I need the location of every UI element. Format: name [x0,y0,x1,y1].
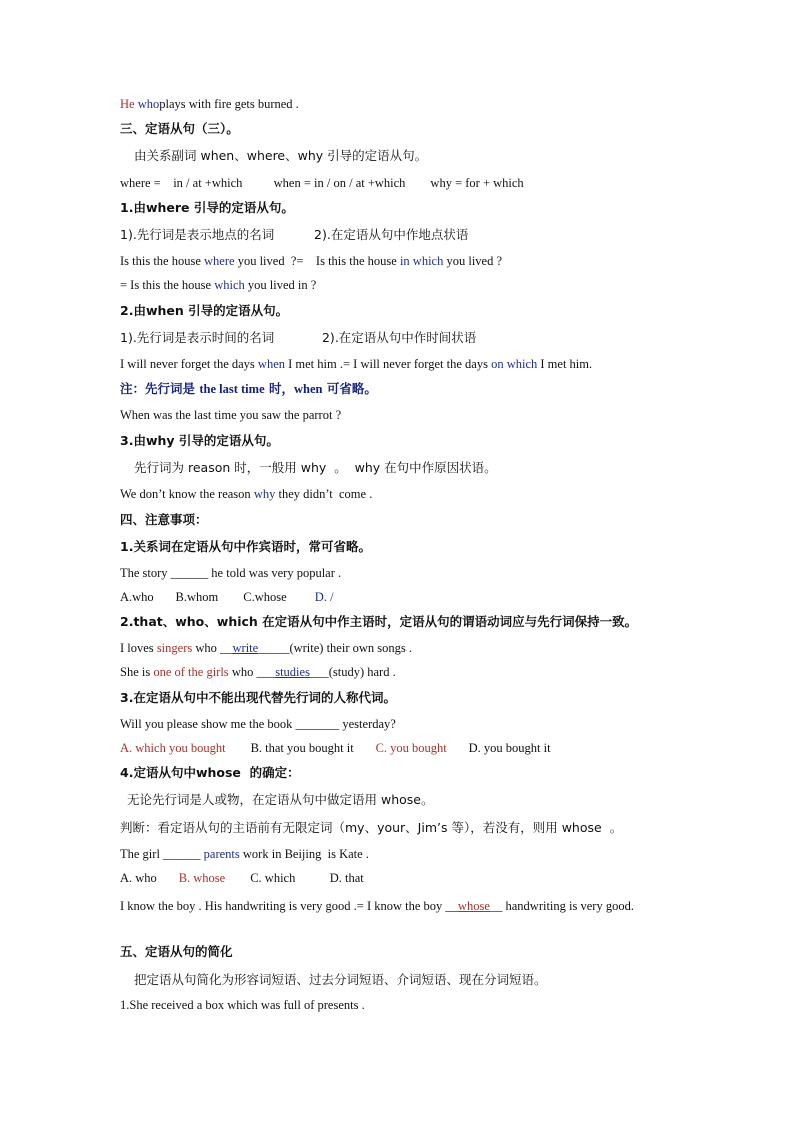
text: work in Beijing is Kate . [239,847,369,861]
paragraph: 由关系副词 when、where、why 引导的定语从句。 [134,148,428,163]
answer: studies [275,665,310,679]
text: The girl ______ [120,847,204,861]
text: I will never forget the days [120,357,258,371]
subheading: 3.由why 引导的定语从句。 [120,433,279,448]
text: in which [399,254,444,268]
text: when [257,357,285,371]
subheading: 4.定语从句中whose 的确定： [120,765,300,780]
paragraph: 1).先行词是表示时间的名词 2).在定语从句中作时间状语 [120,330,477,345]
question [120,664,396,680]
subheading: 2.由when 引导的定语从句。 [120,303,289,318]
example-line [120,277,316,293]
text: you lived in ? [244,278,317,292]
text: _____(write) their own songs . [258,641,412,655]
text: I met him. [537,357,593,371]
text: parents [203,847,240,861]
options [120,870,364,886]
text: 可省略。 [322,381,377,396]
text: 时， [264,381,294,396]
example-line: 1.She received a box which was full of presents . [120,998,365,1012]
text: He [120,97,138,111]
question [120,846,369,862]
text: ___(study) hard . [309,665,396,679]
text: why [253,487,276,501]
question: The story ______ he told was very popular . [120,566,342,580]
text: plays with fire gets burned . [159,97,299,111]
section-heading: 五、定语从句的简化 [120,944,233,959]
question [120,640,412,656]
text: = Is this the house [120,278,215,292]
example-line [120,96,299,112]
options [120,740,551,756]
paragraph: 判断：看定语从句的主语前有无限定词（my、your、Jim’s 等），若没有，则用 whose 。 [120,820,623,835]
example-line [120,253,502,269]
text: singers [156,641,193,655]
formula-line: where = in / at +which when = in / on / at +which why = for + which [120,176,524,190]
text: She is [120,665,154,679]
text: you lived ?= Is this the house [234,254,400,268]
section-heading: 四、注意事项： [120,512,208,527]
example-line [120,356,592,372]
paragraph: 先行词为 reason 时，一般用 why 。 why 在句中作原因状语。 [134,460,497,475]
subheading: 1.关系词在定语从句中作宾语时，常可省略。 [120,539,371,554]
question [120,894,680,918]
text: they didn’t come . [275,487,373,501]
answer: C. you bought [375,741,447,755]
text: __ handwriting is very good. [489,899,634,913]
question: Will you please show me the book _______ yesterday? [120,717,396,731]
section-heading: 三、定语从句（三）。 [120,121,239,136]
note-line [120,381,377,397]
text: on which [491,357,538,371]
text: Is this the house [120,254,205,268]
answer: B. whose [178,871,226,885]
paragraph: 1).先行词是表示地点的名词 2).在定语从句中作地点状语 [120,227,469,242]
subheading: 3.在定语从句中不能出现代替先行词的人称代词。 [120,690,396,705]
text: when [293,382,323,396]
text: C. which D. that [225,871,364,885]
text: which [214,278,245,292]
subheading: 2.that、who、which 在定语从句中作主语时，定语从句的谓语动词应与先行词保持一致。 [120,614,638,629]
text: who [137,97,160,111]
text: We don’t know the reason [120,487,254,501]
text: A. who [120,871,179,885]
text: who ___ [228,665,276,679]
text: A.who B.whom C.whose [120,590,315,604]
text: one of the girls [153,665,229,679]
example-line: When was the last time you saw the parrot ? [120,408,342,422]
text: D. you bought it [446,741,551,755]
text: you lived ? [443,254,503,268]
text: I know the boy . His handwriting is very good .= I know the boy __ [120,899,458,913]
answer: write [232,641,259,655]
example-line [120,486,372,502]
text: 注：先行词是 [120,381,200,396]
paragraph: 无论先行词是人或物，在定语从句中做定语用 whose。 [127,792,434,807]
text: where [204,254,235,268]
options [120,589,334,605]
subheading: 1.由where 引导的定语从句。 [120,200,294,215]
text: I met him .= I will never forget the days [285,357,492,371]
text: who __ [192,641,233,655]
answer: D. / [314,590,334,604]
answer: whose [457,899,490,913]
text: B. that you bought it [225,741,376,755]
paragraph: 把定语从句简化为形容词短语、过去分词短语、介词短语、现在分词短语。 [134,972,547,987]
text: I loves [120,641,157,655]
text: the last time [199,382,265,396]
answer: A. which you bought [120,741,226,755]
